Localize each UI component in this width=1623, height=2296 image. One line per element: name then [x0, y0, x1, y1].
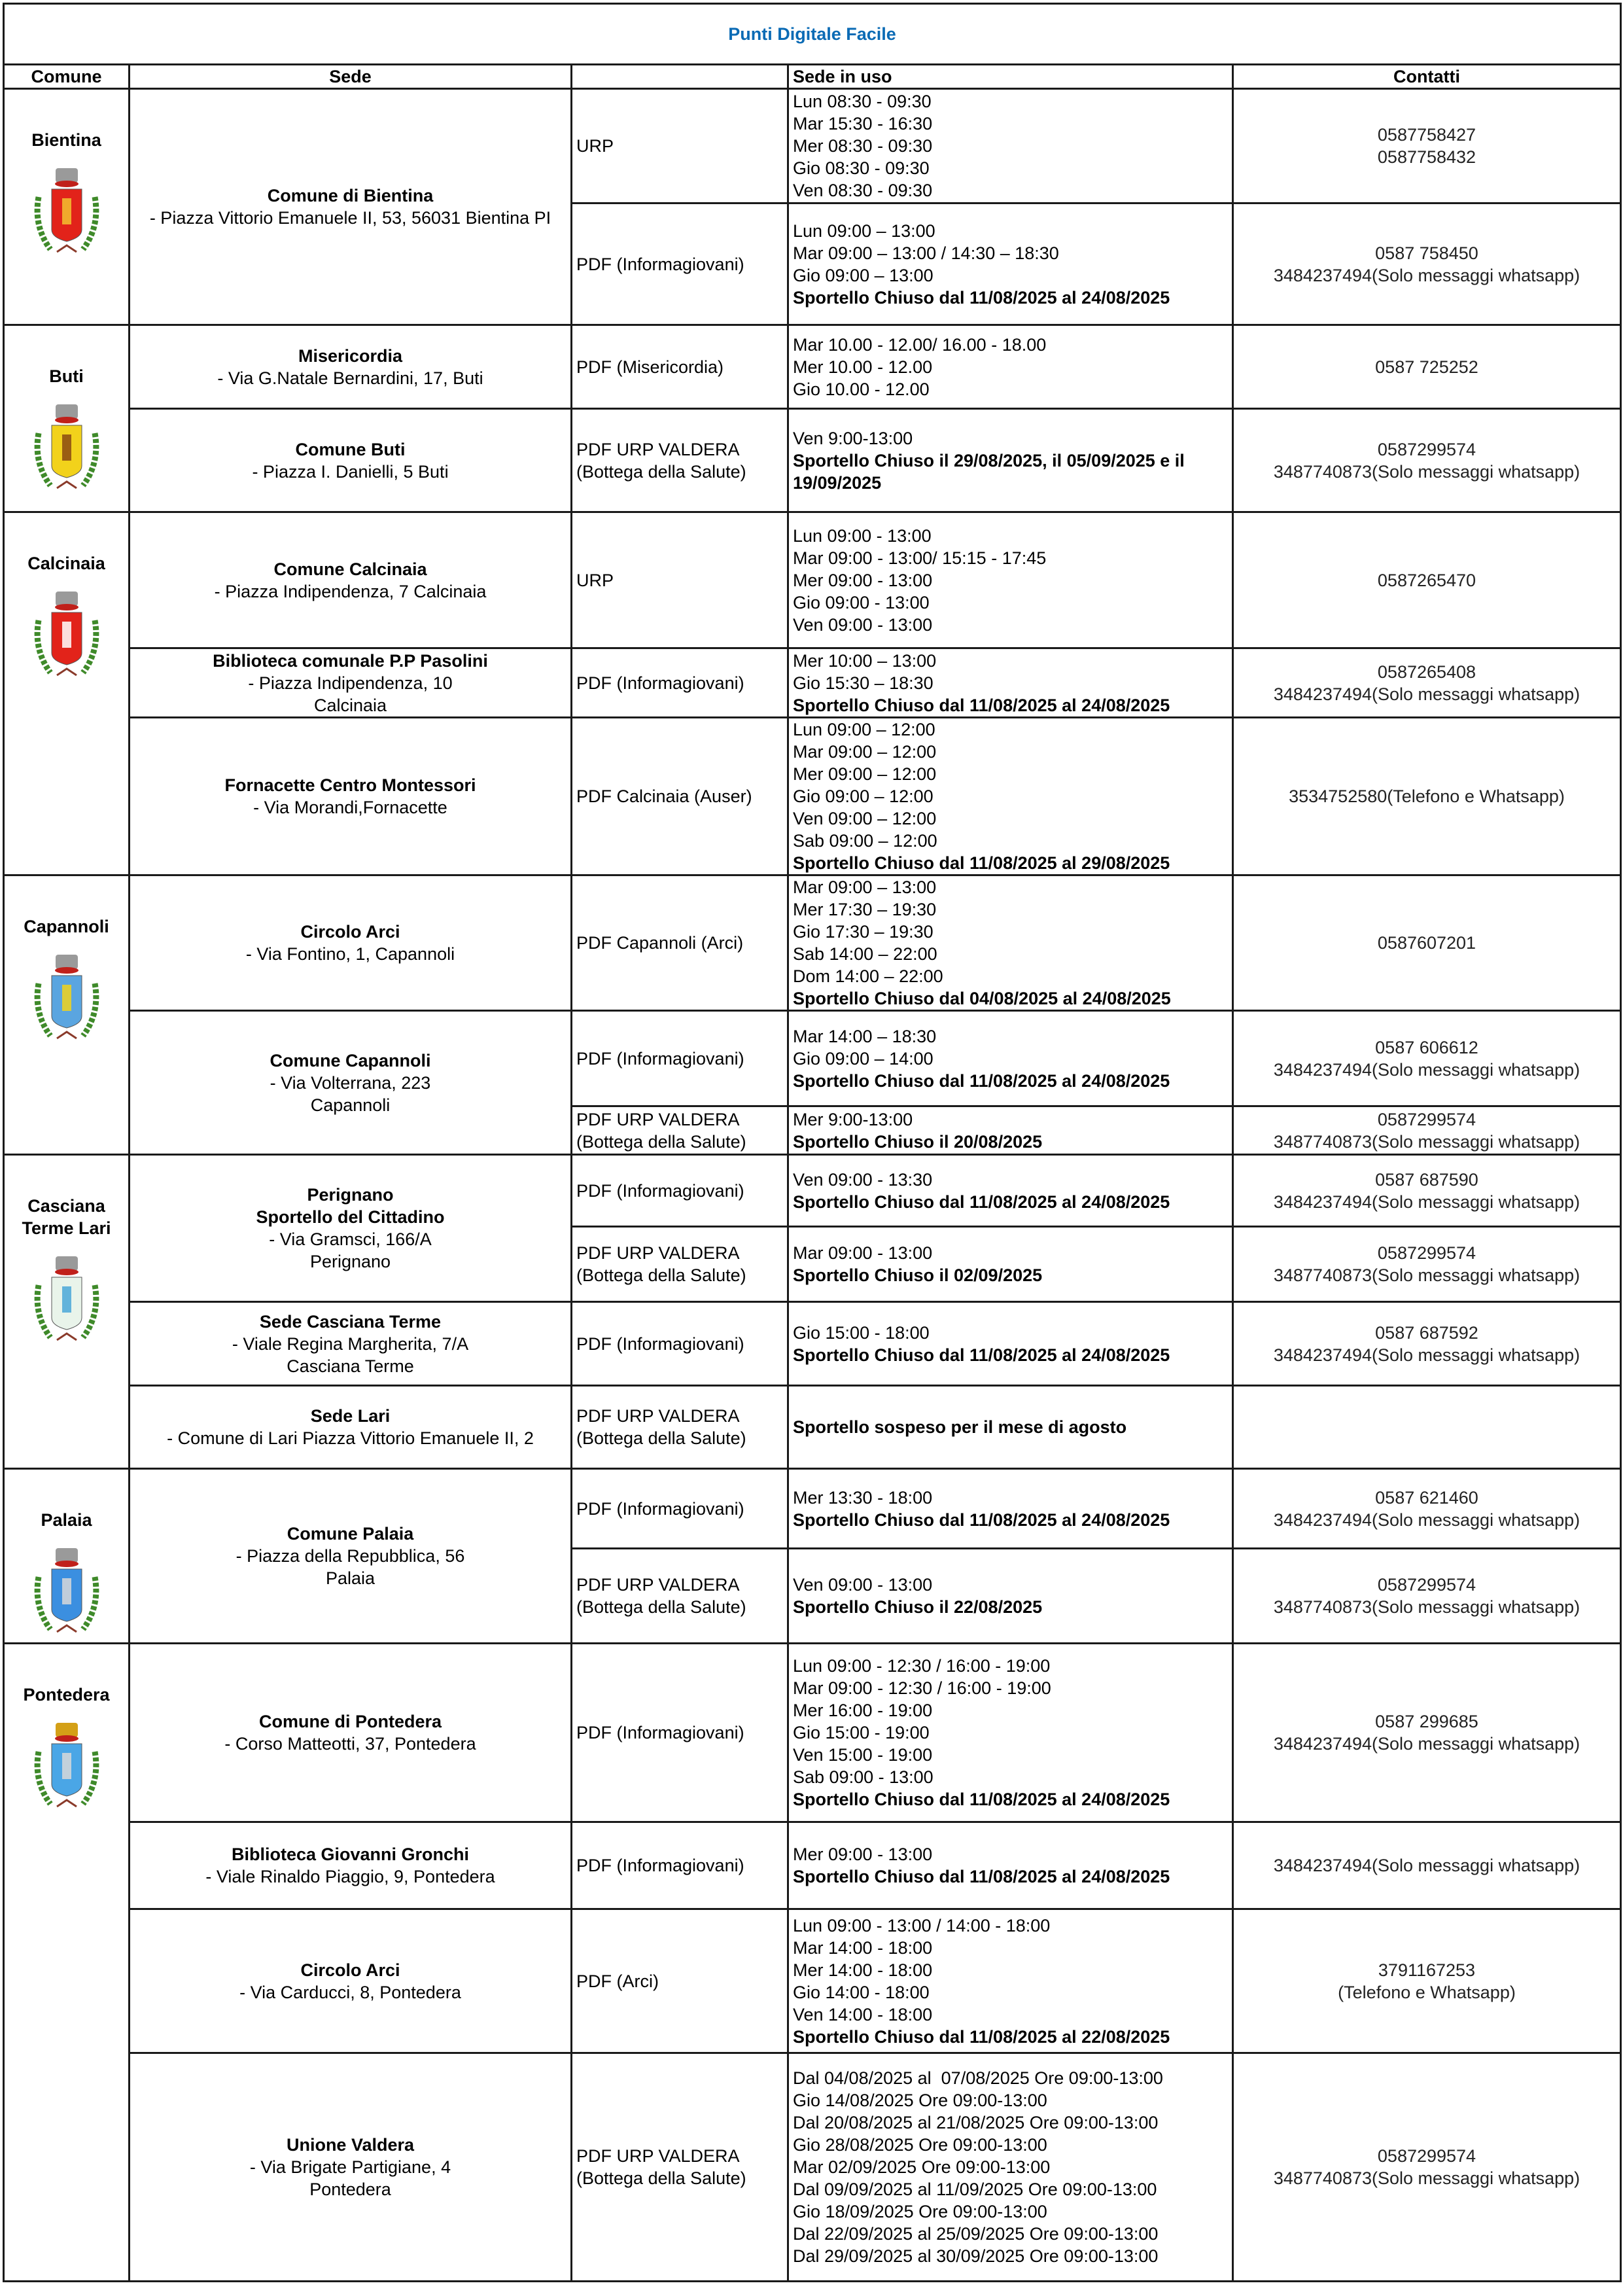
header-sede: Sede	[130, 65, 572, 89]
hours-line: Mar 09:00 - 13:00/ 15:15 - 17:45	[793, 548, 1047, 568]
hours-line: Mer 10:00 – 13:00	[793, 650, 937, 671]
contacts	[1233, 1822, 1621, 1909]
sede-name: Misericordia	[298, 345, 403, 366]
contact-phone[interactable]: 0587 758450	[1375, 243, 1478, 263]
hours-line: Ven 15:00 - 19:00	[793, 1745, 933, 1765]
sede-name: Fornacette Centro Montessori	[224, 775, 476, 795]
point-type: PDF (Informagiovani)	[572, 1644, 788, 1822]
table-row	[4, 1909, 1621, 2053]
table-row	[4, 1011, 1621, 1106]
comune-name: Capannoli	[24, 917, 109, 936]
sede-cell	[130, 875, 572, 1011]
sede-cell	[130, 1469, 572, 1644]
sede-address: - Via Fontino, 1, Capannoli	[245, 944, 455, 964]
hours-line: Gio 08:30 - 09:30	[793, 158, 930, 178]
contact-phone[interactable]: 3484237494(Solo messaggi whatsapp)	[1273, 1510, 1580, 1530]
hours-line: Mer 9:00-13:00	[793, 1109, 913, 1129]
hours-line: Mar 15:30 - 16:30	[793, 114, 933, 133]
contact-phone[interactable]: 0587 606612	[1375, 1037, 1478, 1057]
contact-phone[interactable]: 0587 687592	[1375, 1322, 1478, 1343]
header-sede-in-uso: Sede in uso	[788, 65, 1233, 89]
sede-address: - Via Morandi,Fornacette	[253, 798, 447, 817]
contact-phone[interactable]: 3484237494(Solo messaggi whatsapp)	[1273, 1192, 1580, 1212]
closure-note: Sportello Chiuso dal 11/08/2025 al 24/08/2025	[793, 1192, 1170, 1212]
table-row	[4, 1155, 1621, 1227]
palaia-crest-icon	[31, 1544, 103, 1642]
closure-note: Sportello Chiuso il 20/08/2025	[793, 1131, 1043, 1152]
hours-line: Mar 14:00 – 18:30	[793, 1026, 937, 1046]
hours-line: Gio 15:30 – 18:30	[793, 673, 934, 693]
contact-phone[interactable]: 3484237494(Solo messaggi whatsapp)	[1273, 1734, 1580, 1754]
point-type: URP	[572, 89, 788, 203]
table-row	[4, 718, 1621, 875]
schedule-sheet	[3, 3, 1620, 2282]
hours-line: Mer 17:30 – 19:30	[793, 900, 937, 919]
sede-cell	[130, 1302, 572, 1386]
hours-line: Sab 09:00 – 12:00	[793, 831, 937, 851]
hours-line: Mar 09:00 – 13:00	[793, 877, 937, 897]
contact-phone[interactable]: 0587265408	[1377, 662, 1476, 682]
opening-hours	[788, 1155, 1233, 1227]
comune-cell	[4, 1469, 130, 1644]
sede-cell	[130, 1644, 572, 1822]
contact-phone[interactable]: 0587 621460	[1375, 1487, 1478, 1508]
closure-note: Sportello Chiuso dal 11/08/2025 al 29/08/2025	[793, 853, 1170, 873]
hours-line: Gio 14/08/2025 Ore 09:00-13:00	[793, 2091, 1047, 2110]
opening-hours	[788, 1469, 1233, 1549]
hours-line: Mer 08:30 - 09:30	[793, 136, 933, 156]
sede-address: - Viale Regina Margherita, 7/A Casciana Terme	[232, 1333, 469, 1376]
pontedera-crest-icon	[31, 1719, 103, 1817]
header-contatti: Contatti	[1233, 65, 1621, 89]
sede-cell	[130, 1011, 572, 1155]
schedule-body	[4, 89, 1621, 2282]
hours-line: Gio 14:00 - 18:00	[793, 1982, 930, 2002]
contact-phone[interactable]: 3487740873(Solo messaggi whatsapp)	[1273, 1265, 1580, 1285]
hours-line: Dal 22/09/2025 al 25/09/2025 Ore 09:00-13:00	[793, 2224, 1159, 2244]
hours-line: Mer 09:00 - 13:00	[793, 1845, 933, 1864]
contacts	[1233, 1644, 1621, 1822]
contacts	[1233, 1386, 1621, 1469]
opening-hours	[788, 1227, 1233, 1302]
sede-cell	[130, 409, 572, 512]
hours-line: Ven 09:00 – 12:00	[793, 809, 937, 828]
comune-name: Palaia	[41, 1510, 92, 1530]
closure-note: Sportello Chiuso dal 11/08/2025 al 24/08/2025	[793, 1867, 1170, 1886]
hours-line: Ven 9:00-13:00	[793, 428, 913, 448]
hours-line: Mar 02/09/2025 Ore 09:00-13:00	[793, 2157, 1051, 2177]
contact-phone[interactable]: 0587299574	[1377, 1109, 1476, 1129]
contacts	[1233, 1155, 1621, 1227]
point-type: URP	[572, 512, 788, 648]
opening-hours	[788, 1106, 1233, 1155]
opening-hours	[788, 1822, 1233, 1909]
hours-line: Sab 14:00 – 22:00	[793, 944, 937, 964]
opening-hours	[788, 1302, 1233, 1386]
point-type: PDF (Arci)	[572, 1909, 788, 2053]
contact-phone[interactable]: 0587758432	[1377, 147, 1476, 167]
closure-note: Sportello Chiuso dal 04/08/2025 al 24/08/2025	[793, 989, 1171, 1008]
opening-hours	[788, 1644, 1233, 1822]
contact-phone[interactable]: 3791167253	[1378, 1960, 1476, 1980]
hours-line: Gio 15:00 - 19:00	[793, 1723, 930, 1742]
comune-name: Pontedera	[23, 1685, 110, 1704]
contacts	[1233, 1011, 1621, 1106]
hours-line: Ven 09:00 - 13:30	[793, 1169, 933, 1190]
contacts	[1233, 1227, 1621, 1302]
sede-address: - Piazza Vittorio Emanuele II, 53, 56031 Bientina PI	[149, 208, 551, 228]
contacts	[1233, 875, 1621, 1011]
contacts	[1233, 1469, 1621, 1549]
sede-address: - Piazza della Repubblica, 56 Palaia	[236, 1546, 465, 1588]
hours-line: Dal 29/09/2025 al 30/09/2025 Ore 09:00-13:00	[793, 2246, 1159, 2266]
comune-name: Bientina	[31, 130, 101, 150]
point-type: PDF URP VALDERA (Bottega della Salute)	[572, 2053, 788, 2282]
hours-line: Gio 15:00 - 18:00	[793, 1322, 930, 1343]
comune-name: Buti	[49, 366, 84, 386]
sede-name: Perignano Sportello del Cittadino	[256, 1185, 445, 1227]
contact-phone[interactable]: 0587758427	[1377, 125, 1476, 145]
sede-name: Comune Calcinaia	[273, 559, 427, 579]
contacts	[1233, 203, 1621, 325]
opening-hours	[788, 512, 1233, 648]
contact-phone[interactable]: 3487740873(Solo messaggi whatsapp)	[1273, 2168, 1580, 2188]
hours-line: Mer 13:30 - 18:00	[793, 1487, 933, 1508]
hours-line: Mar 14:00 - 18:00	[793, 1937, 933, 1958]
contacts	[1233, 325, 1621, 409]
closure-note: Sportello Chiuso dal 11/08/2025 al 24/08/2025	[793, 1070, 1170, 1091]
closure-note: Sportello Chiuso dal 11/08/2025 al 24/08/2025	[793, 1790, 1170, 1809]
opening-hours	[788, 1549, 1233, 1644]
hours-line: Gio 17:30 – 19:30	[793, 922, 934, 942]
page-title: Punti Digitale Facile	[4, 4, 1621, 65]
point-type: PDF (Informagiovani)	[572, 648, 788, 718]
closure-note: Sportello Chiuso dal 11/08/2025 al 24/08/2025	[793, 1345, 1170, 1365]
contact-phone[interactable]: 0587299574	[1377, 1575, 1476, 1595]
hours-line: Lun 09:00 – 12:00	[793, 720, 935, 739]
contact-phone[interactable]: 3487740873(Solo messaggi whatsapp)	[1273, 1131, 1580, 1152]
comune-name: Casciana Terme Lari	[22, 1196, 111, 1238]
hours-line: Mer 16:00 - 19:00	[793, 1701, 933, 1720]
contacts	[1233, 1106, 1621, 1155]
sede-name: Sede Lari	[310, 1406, 391, 1426]
comune-cell	[4, 89, 130, 325]
table-row	[4, 1469, 1621, 1549]
point-type: PDF URP VALDERA (Bottega della Salute)	[572, 1386, 788, 1469]
header-comune: Comune	[4, 65, 130, 89]
sede-address: - Piazza Indipendenza, 10 Calcinaia	[248, 673, 453, 715]
table-row	[4, 1386, 1621, 1469]
contact-phone[interactable]: (Telefono e Whatsapp)	[1338, 1982, 1516, 2002]
capannoli-crest-icon	[31, 951, 103, 1049]
hours-line: Lun 08:30 - 09:30	[793, 92, 932, 111]
closure-note: Sportello Chiuso dal 11/08/2025 al 24/08/2025	[793, 287, 1170, 308]
point-type: PDF (Informagiovani)	[572, 1469, 788, 1549]
opening-hours	[788, 409, 1233, 512]
hours-line: Ven 08:30 - 09:30	[793, 181, 933, 200]
comune-cell	[4, 325, 130, 512]
contact-phone[interactable]: 3487740873(Solo messaggi whatsapp)	[1273, 461, 1580, 482]
sede-cell	[130, 1386, 572, 1469]
table-row	[4, 2053, 1621, 2282]
contact-phone[interactable]: 0587299574	[1377, 2146, 1476, 2166]
sede-address: - Piazza Indipendenza, 7 Calcinaia	[214, 581, 487, 601]
hours-line: Ven 09:00 - 13:00	[793, 1575, 933, 1595]
opening-hours	[788, 203, 1233, 325]
point-type: PDF (Informagiovani)	[572, 1155, 788, 1227]
hours-line: Mer 09:00 - 13:00	[793, 570, 933, 590]
point-type: PDF URP VALDERA (Bottega della Salute)	[572, 409, 788, 512]
comune-cell	[4, 1155, 130, 1469]
sede-cell	[130, 1155, 572, 1302]
sede-address: - Viale Rinaldo Piaggio, 9, Pontedera	[205, 1867, 495, 1886]
opening-hours	[788, 325, 1233, 409]
comune-cell	[4, 1644, 130, 2282]
point-type: PDF (Informagiovani)	[572, 1011, 788, 1106]
hours-line: Dal 20/08/2025 al 21/08/2025 Ore 09:00-13:00	[793, 2113, 1159, 2132]
hours-line: Ven 09:00 - 13:00	[793, 614, 933, 635]
hours-line: Ven 14:00 - 18:00	[793, 2004, 933, 2024]
contacts	[1233, 512, 1621, 648]
sede-cell	[130, 2053, 572, 2282]
contact-phone[interactable]: 3484237494(Solo messaggi whatsapp)	[1273, 1345, 1580, 1365]
contacts	[1233, 648, 1621, 718]
opening-hours	[788, 875, 1233, 1011]
sede-name: Circolo Arci	[300, 1960, 400, 1980]
contacts	[1233, 409, 1621, 512]
hours-line: Gio 18/09/2025 Ore 09:00-13:00	[793, 2202, 1047, 2221]
sede-name: Comune Capannoli	[270, 1050, 431, 1070]
hours-line: Dal 09/09/2025 al 11/09/2025 Ore 09:00-13:00	[793, 2180, 1157, 2199]
contact-phone[interactable]: 3487740873(Solo messaggi whatsapp)	[1273, 1597, 1580, 1617]
closure-note: Sportello Chiuso dal 11/08/2025 al 24/08/2025	[793, 695, 1170, 715]
calcinaia-crest-icon	[31, 588, 103, 686]
sede-name: Comune Buti	[295, 439, 406, 459]
sede-name: Comune di Bientina	[267, 186, 434, 205]
contacts	[1233, 1302, 1621, 1386]
point-type: PDF (Informagiovani)	[572, 1822, 788, 1909]
point-type: PDF URP VALDERA (Bottega della Salute)	[572, 1549, 788, 1644]
hours-line: Lun 09:00 - 13:00	[793, 525, 932, 546]
hours-line: Mar 09:00 - 12:30 / 16:00 - 19:00	[793, 1678, 1051, 1698]
contacts	[1233, 1909, 1621, 2053]
contact-phone[interactable]: 3484237494(Solo messaggi whatsapp)	[1273, 265, 1580, 285]
hours-line: Sab 09:00 - 13:00	[793, 1767, 934, 1787]
casciana-terme-lari-crest-icon	[31, 1252, 103, 1351]
title-row	[4, 4, 1621, 65]
sede-cell	[130, 89, 572, 325]
contact-phone[interactable]: 3534752580(Telefono e Whatsapp)	[1289, 786, 1565, 806]
closure-note: Sportello Chiuso il 02/09/2025	[793, 1265, 1043, 1285]
sede-address: - Via Volterrana, 223 Capannoli	[270, 1072, 431, 1115]
point-type: PDF URP VALDERA (Bottega della Salute)	[572, 1227, 788, 1302]
opening-hours	[788, 89, 1233, 203]
table-row	[4, 648, 1621, 718]
hours-line: Gio 28/08/2025 Ore 09:00-13:00	[793, 2135, 1047, 2155]
opening-hours	[788, 1011, 1233, 1106]
opening-hours	[788, 2053, 1233, 2282]
sede-cell	[130, 718, 572, 875]
hours-line: Gio 10.00 - 12.00	[793, 379, 930, 399]
sede-name: Comune Palaia	[287, 1524, 414, 1544]
table-row	[4, 512, 1621, 648]
sede-address: - Comune di Lari Piazza Vittorio Emanuele II, 2	[167, 1428, 534, 1448]
closure-note: Sportello Chiuso il 22/08/2025	[793, 1597, 1043, 1617]
table-row	[4, 409, 1621, 512]
hours-line: Dal 04/08/2025 al 07/08/2025 Ore 09:00-13:00	[793, 2068, 1163, 2088]
hours-line: Mar 09:00 – 12:00	[793, 742, 937, 762]
contacts	[1233, 718, 1621, 875]
closure-note: Sportello Chiuso dal 11/08/2025 al 24/08/2025	[793, 1510, 1170, 1530]
contact-phone[interactable]: 3484237494(Solo messaggi whatsapp)	[1273, 1059, 1580, 1080]
table-row	[4, 875, 1621, 1011]
sede-address: - Piazza I. Danielli, 5 Buti	[252, 461, 449, 482]
comune-cell	[4, 875, 130, 1155]
hours-line: Lun 09:00 – 13:00	[793, 221, 935, 241]
sede-name: Biblioteca Giovanni Gronchi	[231, 1845, 470, 1864]
hours-line: Mer 09:00 – 12:00	[793, 764, 937, 784]
buti-crest-icon	[31, 400, 103, 499]
closure-note: Sportello Chiuso dal 11/08/2025 al 22/08/2025	[793, 2026, 1170, 2047]
hours-line: Mer 10.00 - 12.00	[793, 357, 933, 377]
comune-cell	[4, 512, 130, 875]
hours-line: Gio 09:00 – 14:00	[793, 1048, 934, 1069]
hours-line: Mar 09:00 – 13:00 / 14:30 – 18:30	[793, 243, 1059, 263]
hours-line: Gio 09:00 - 13:00	[793, 592, 930, 612]
point-type: PDF (Informagiovani)	[572, 203, 788, 325]
schedule-table	[3, 3, 1622, 2282]
sede-cell	[130, 1909, 572, 2053]
sede-address: - Corso Matteotti, 37, Pontedera	[224, 1734, 476, 1754]
hours-line: Mar 09:00 - 13:00	[793, 1243, 933, 1263]
hours-line: Mar 10.00 - 12.00/ 16.00 - 18.00	[793, 334, 1047, 355]
opening-hours	[788, 648, 1233, 718]
contact-phone[interactable]: 0587265470	[1377, 570, 1476, 590]
sede-name: Biblioteca comunale P.P Pasolini	[213, 650, 488, 671]
opening-hours	[788, 1386, 1233, 1469]
header-type	[572, 65, 788, 89]
sede-address: - Via Gramsci, 166/A Perignano	[269, 1229, 432, 1271]
table-row	[4, 1302, 1621, 1386]
hours-line: Mer 14:00 - 18:00	[793, 1960, 933, 1980]
sede-cell	[130, 325, 572, 409]
opening-hours	[788, 1909, 1233, 2053]
comune-name: Calcinaia	[27, 554, 105, 573]
table-row	[4, 89, 1621, 203]
contact-phone[interactable]: 0587 687590	[1375, 1169, 1478, 1190]
opening-hours	[788, 718, 1233, 875]
sede-name: Unione Valdera	[286, 2135, 415, 2155]
point-type: PDF Capannoli (Arci)	[572, 875, 788, 1011]
sede-cell	[130, 1822, 572, 1909]
table-row	[4, 325, 1621, 409]
contacts	[1233, 1549, 1621, 1644]
contact-phone[interactable]: 0587 299685	[1375, 1712, 1478, 1731]
sede-address: - Via Brigate Partigiane, 4 Pontedera	[249, 2157, 451, 2199]
point-type: PDF Calcinaia (Auser)	[572, 718, 788, 875]
closure-note: Sportello Chiuso il 29/08/2025, il 05/09/2025 e il 19/09/2025	[793, 450, 1185, 493]
sede-address: - Via G.Natale Bernardini, 17, Buti	[217, 368, 483, 388]
point-type: PDF URP VALDERA (Bottega della Salute)	[572, 1106, 788, 1155]
table-row	[4, 1644, 1621, 1822]
point-type: PDF (Informagiovani)	[572, 1302, 788, 1386]
header-row	[4, 65, 1621, 89]
sede-cell	[130, 648, 572, 718]
sede-name: Circolo Arci	[300, 922, 400, 942]
contacts	[1233, 89, 1621, 203]
hours-line: Lun 09:00 - 13:00 / 14:00 - 18:00	[793, 1915, 1051, 1935]
sede-cell	[130, 512, 572, 648]
bientina-crest-icon	[31, 164, 103, 262]
contact-phone[interactable]: 0587299574	[1377, 1243, 1476, 1263]
contact-phone[interactable]: 0587299574	[1377, 439, 1476, 459]
point-type: PDF (Misericordia)	[572, 325, 788, 409]
hours-line: Gio 09:00 – 13:00	[793, 265, 934, 285]
hours-line: Dom 14:00 – 22:00	[793, 966, 943, 986]
hours-line: Gio 09:00 – 12:00	[793, 786, 934, 806]
table-row	[4, 1822, 1621, 1909]
sede-name: Sede Casciana Terme	[259, 1311, 442, 1332]
contact-phone[interactable]: 0587 725252	[1375, 357, 1478, 377]
contact-phone[interactable]: 3484237494(Solo messaggi whatsapp)	[1273, 1856, 1580, 1875]
contact-phone[interactable]: 3484237494(Solo messaggi whatsapp)	[1273, 684, 1580, 704]
hours-line: Lun 09:00 - 12:30 / 16:00 - 19:00	[793, 1656, 1051, 1676]
sede-name: Comune di Pontedera	[258, 1712, 442, 1731]
closure-note: Sportello sospeso per il mese di agosto	[793, 1417, 1127, 1437]
contacts	[1233, 2053, 1621, 2282]
sede-address: - Via Carducci, 8, Pontedera	[239, 1982, 461, 2002]
contact-phone[interactable]: 0587607201	[1377, 933, 1476, 953]
